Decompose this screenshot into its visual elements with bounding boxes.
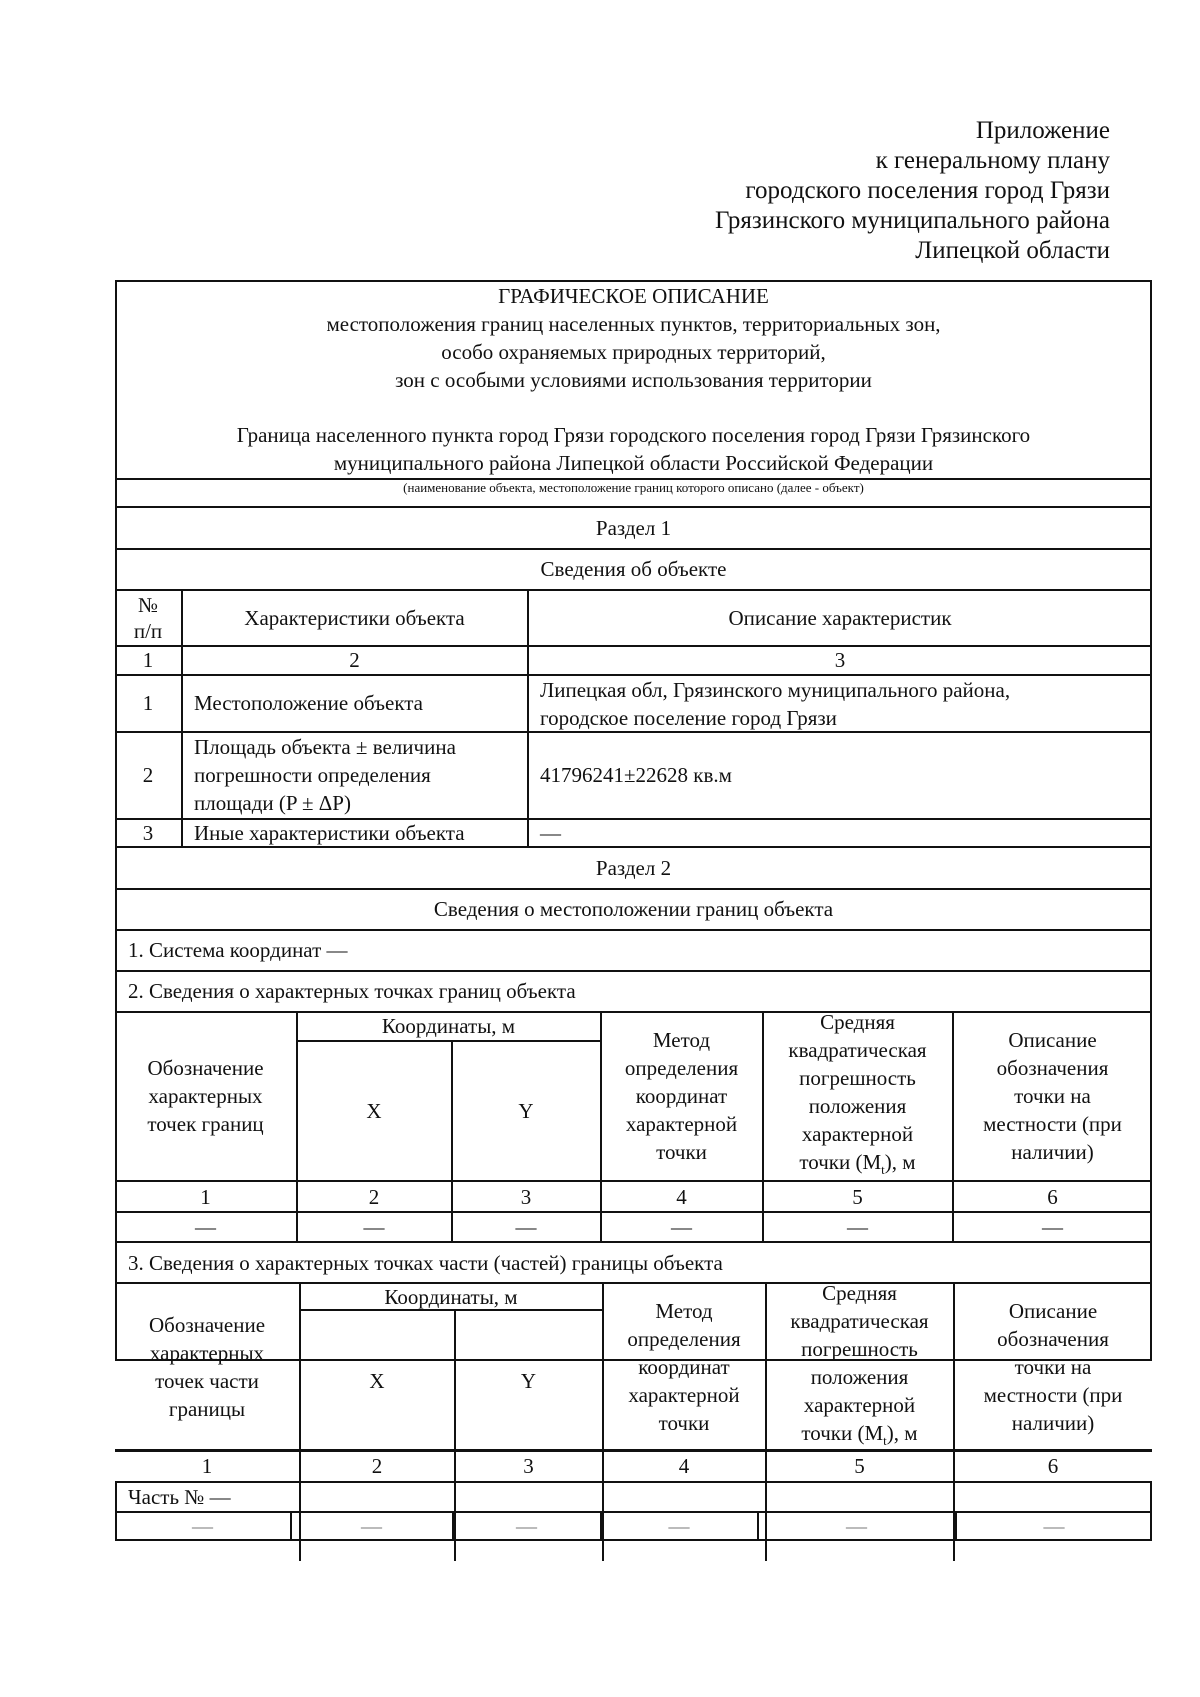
row-num: 1 bbox=[142, 691, 154, 715]
col-number: 1 bbox=[142, 648, 154, 672]
header-line: координат bbox=[635, 1084, 728, 1108]
col-header-description: Описание характеристик bbox=[728, 605, 952, 630]
col-number: 6 bbox=[1047, 1184, 1058, 1209]
header-line: наличии) bbox=[1011, 1411, 1095, 1435]
col-number: 5 bbox=[854, 1454, 865, 1478]
header-line: погрешность bbox=[801, 1336, 918, 1361]
header-line: к генеральному плану bbox=[875, 147, 1110, 174]
header-line: положения bbox=[808, 1093, 907, 1118]
header-line: городского поселения город Грязи bbox=[745, 177, 1110, 204]
points-cell: — bbox=[363, 1214, 385, 1239]
col-number: 2 bbox=[371, 1454, 383, 1478]
title-subline: местоположения границ населенных пунктов, территориальных зон, bbox=[326, 312, 941, 336]
accuracy-header bbox=[763, 1009, 952, 1180]
section1-label: Раздел 1 bbox=[595, 515, 672, 540]
points-title: 2. Сведения о характерных точках границ объекта bbox=[128, 979, 576, 1003]
header-line: точки на bbox=[1014, 1084, 1091, 1108]
points-cell: — bbox=[671, 1214, 692, 1239]
col-number: 6 bbox=[1047, 1454, 1059, 1478]
header-line: положения bbox=[810, 1364, 909, 1389]
header-line: координат bbox=[638, 1355, 730, 1379]
row-name: Иные характеристики объекта bbox=[194, 820, 465, 845]
col-header-num-text: № п/п bbox=[133, 592, 163, 643]
header-line: Метод bbox=[655, 1299, 713, 1323]
header-line: точек части bbox=[155, 1369, 259, 1393]
header-line: обозначения bbox=[996, 1056, 1109, 1080]
col-number: 1 bbox=[200, 1184, 211, 1209]
row-value-line: городское поселение город Грязи bbox=[540, 706, 837, 730]
header-line: определения bbox=[624, 1056, 739, 1080]
header-line: Описание bbox=[1008, 1028, 1097, 1052]
row-name-line: Площадь объекта ± величина bbox=[194, 735, 456, 759]
x-header: X bbox=[369, 1368, 385, 1393]
col-number: 3 bbox=[834, 648, 846, 672]
mt-subscript: t bbox=[883, 1433, 887, 1449]
points-cell: — bbox=[1042, 1214, 1063, 1239]
row-value-line: Липецкая обл, Грязинского муниципального района, bbox=[540, 678, 1011, 702]
section1-heading: Сведения об объекте bbox=[540, 557, 727, 581]
title-subline: зон с особыми условиями использования территории bbox=[395, 368, 872, 392]
header-line: точки bbox=[656, 1140, 707, 1164]
section2-heading: Сведения о местоположении границ объекта bbox=[433, 897, 834, 921]
col-header-characteristics: Характеристики объекта bbox=[244, 605, 465, 630]
header-line: квадратическая bbox=[790, 1308, 929, 1333]
header-line: характерной bbox=[803, 1392, 916, 1417]
mt-suffix: ), м bbox=[884, 1149, 916, 1174]
header-line: точек границ bbox=[147, 1112, 264, 1136]
points-col1-header bbox=[115, 1012, 296, 1180]
header-line: характерной bbox=[628, 1383, 740, 1407]
header-line: точки bbox=[658, 1411, 710, 1435]
mt-prefix: точки (M bbox=[801, 1420, 884, 1445]
header-line: характерной bbox=[625, 1112, 738, 1136]
col-number: 1 bbox=[201, 1454, 213, 1478]
header-line: местности (при bbox=[983, 1112, 1122, 1136]
row-name-line: площади (P ± ΔP) bbox=[194, 791, 351, 815]
mt-suffix: ), м bbox=[886, 1420, 918, 1445]
section2-label: Раздел 2 bbox=[595, 855, 672, 880]
mt-subscript: t bbox=[881, 1162, 885, 1178]
header-line: Средняя bbox=[822, 1280, 897, 1305]
header-line: точки на bbox=[1014, 1355, 1092, 1379]
coords-header: Координаты, м bbox=[384, 1284, 518, 1309]
header-line: Описание bbox=[1008, 1299, 1098, 1323]
accuracy-header bbox=[766, 1280, 953, 1450]
part-cell: — bbox=[192, 1514, 213, 1538]
method-header bbox=[601, 1012, 762, 1180]
points-cell: — bbox=[847, 1214, 868, 1239]
header-line: Грязинского муниципального района bbox=[715, 207, 1110, 234]
y-header: Y bbox=[520, 1368, 537, 1393]
header-line: местности (при bbox=[983, 1383, 1123, 1407]
x-header: X bbox=[366, 1098, 382, 1123]
col-number: 2 bbox=[349, 648, 360, 672]
method-header bbox=[603, 1284, 765, 1450]
row-name-line: погрешности определения bbox=[194, 763, 431, 787]
object-name-line: Граница населенного пункта город Грязи городского поселения город Грязи Грязинского bbox=[236, 423, 1031, 447]
header-line: границы bbox=[168, 1397, 246, 1421]
parts-col1-header bbox=[115, 1284, 299, 1450]
col-header-num bbox=[115, 590, 181, 645]
header-line: характерных bbox=[148, 1084, 263, 1108]
mt-prefix: точки (M bbox=[799, 1149, 882, 1174]
points-cell: — bbox=[515, 1214, 537, 1239]
header-line: Липецкой области bbox=[915, 237, 1110, 264]
header-line: квадратическая bbox=[788, 1037, 927, 1062]
title-subline: особо охраняемых природных территорий, bbox=[441, 340, 826, 364]
description-header bbox=[954, 1284, 1152, 1450]
header-line: характерных bbox=[149, 1341, 265, 1365]
header-line: Приложение bbox=[975, 117, 1110, 144]
appendix-header bbox=[715, 116, 1110, 266]
row-name: Местоположение объекта bbox=[194, 691, 424, 715]
col-number: 4 bbox=[676, 1184, 687, 1209]
col-number: 3 bbox=[523, 1454, 534, 1478]
row-num: 3 bbox=[142, 820, 154, 845]
header-line: Обозначение bbox=[147, 1056, 264, 1080]
coordinate-system: 1. Система координат — bbox=[128, 938, 348, 962]
row-value: 41796241±22628 кв.м bbox=[540, 763, 732, 787]
header-line: погрешность bbox=[799, 1065, 916, 1090]
col-number: 4 bbox=[678, 1454, 690, 1478]
part-cell: — bbox=[516, 1514, 537, 1538]
col-number: 5 bbox=[852, 1184, 863, 1209]
header-line bbox=[799, 1148, 915, 1184]
header-line: определения bbox=[627, 1327, 741, 1351]
points-cell: — bbox=[195, 1214, 216, 1239]
part-cell: — bbox=[361, 1514, 382, 1538]
object-caption: (наименование объекта, местоположение границ которого описано (далее - объект) bbox=[403, 480, 864, 495]
description-header bbox=[953, 1012, 1152, 1180]
document-title: ГРАФИЧЕСКОЕ ОПИСАНИЕ bbox=[498, 284, 769, 308]
header-line: обозначения bbox=[997, 1327, 1109, 1351]
parts-title: 3. Сведения о характерных точках части (частей) границы объекта bbox=[128, 1250, 723, 1275]
y-header: Y bbox=[518, 1098, 534, 1123]
object-name-line: муниципального района Липецкой области Российской Федерации bbox=[333, 451, 934, 475]
part-cell: — bbox=[846, 1514, 867, 1538]
col-number: 2 bbox=[368, 1184, 380, 1209]
part-label: Часть № — bbox=[128, 1484, 231, 1509]
header-line: Метод bbox=[652, 1028, 711, 1052]
header-line: наличии) bbox=[1011, 1140, 1094, 1164]
row-num: 2 bbox=[142, 763, 154, 787]
row-value: — bbox=[540, 820, 561, 845]
header-line: Средняя bbox=[820, 1009, 895, 1034]
part-cell: — bbox=[1043, 1514, 1065, 1538]
header-line: Обозначение bbox=[148, 1313, 266, 1337]
col-number: 3 bbox=[520, 1184, 532, 1209]
coords-header: Координаты, м bbox=[381, 1014, 516, 1038]
header-line: характерной bbox=[801, 1121, 914, 1146]
part-cell: — bbox=[668, 1514, 690, 1538]
